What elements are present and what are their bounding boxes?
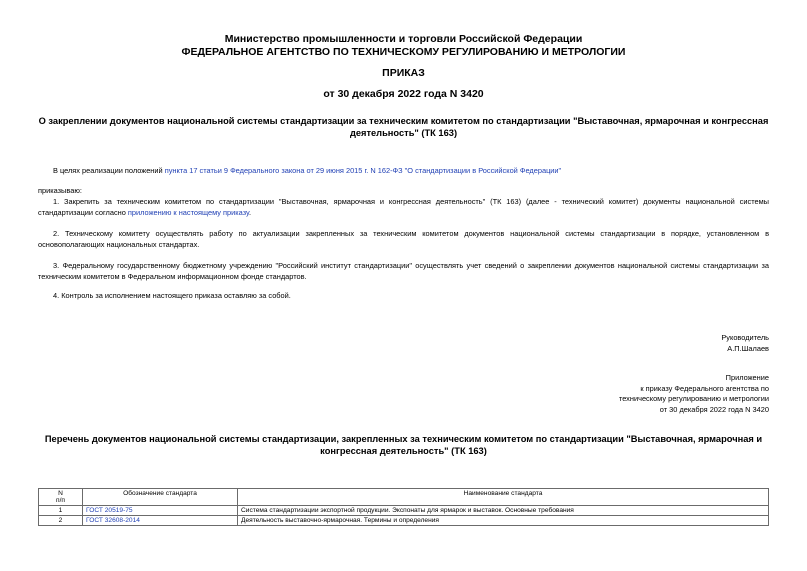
col-header-name: Наименование стандарта: [238, 489, 769, 506]
ministry-heading: Министерство промышленности и торговли Российской Федерации: [224, 33, 583, 45]
item-1-end: .: [248, 207, 252, 217]
agency-heading: ФЕДЕРАЛЬНОЕ АГЕНТСТВО ПО ТЕХНИЧЕСКОМУ РЕГУЛИРОВАНИЮ И МЕТРОЛОГИИ: [181, 46, 626, 58]
col-header-number-line1: N: [58, 490, 63, 497]
table-header-row: [39, 489, 769, 506]
doc-title-line2: деятельность" (ТК 163): [349, 128, 458, 138]
col-header-number-line2: п/п: [56, 497, 65, 504]
row-number: 1: [39, 506, 83, 516]
order-word: приказываю:: [38, 186, 82, 195]
row-name: Деятельность выставочно-ярмарочная. Термины и определения: [238, 516, 769, 526]
row-number: 2: [39, 516, 83, 526]
preamble: [53, 166, 769, 177]
federal-law-link[interactable]: пункта 17 статьи 9 Федерального закона от 29 июня 2015 г. N 162-ФЗ "О стандартизации в Российской Федерации": [164, 166, 562, 175]
table-row: [39, 516, 769, 526]
row-designation: [83, 506, 238, 516]
appendix-ref-line2: к приказу Федерального агентства по: [640, 383, 769, 393]
doc-date-number: от 30 декабря 2022 года N 3420: [323, 88, 484, 100]
col-header-number: [39, 489, 83, 506]
signature-block: [721, 333, 769, 354]
appendix-ref-line1: Приложение: [725, 373, 769, 382]
item-4: 4. Контроль за исполнением настоящего приказа оставляю за собой.: [53, 291, 291, 300]
appendix-reference: [619, 373, 769, 415]
table-row: [39, 506, 769, 516]
col-header-designation: Обозначение стандарта: [83, 489, 238, 506]
appendix-link[interactable]: приложению к настоящему приказу: [127, 207, 249, 217]
item-1: [38, 197, 769, 218]
signature-role: Руководитель: [721, 333, 769, 342]
standards-table: [38, 488, 769, 526]
preamble-prefix: В целях реализации положений: [53, 166, 165, 175]
standard-link[interactable]: ГОСТ 20519-75: [86, 507, 133, 514]
row-name: Система стандартизации экспортной продукции. Экспонаты для ярмарок и выставок. Основные требования: [238, 506, 769, 516]
list-title-line2: конгрессная деятельность" (ТК 163): [320, 446, 487, 456]
item-1-text: 1. Закрепить за техническим комитетом по стандартизации "Выставочная, ярмарочная и конгрессная деятельность" (ТК 163) (далее - технический комитет) документы национальной системы стандартизации согласно: [38, 197, 769, 217]
signature-name: А.П.Шалаев: [727, 343, 769, 353]
doc-type: ПРИКАЗ: [382, 67, 425, 79]
doc-title-line1: О закреплении документов национальной системы стандартизации за техническим комитетом по стандартизации "Выставочная, ярмарочная и конгрессная: [38, 116, 769, 126]
standard-link[interactable]: ГОСТ 32608-2014: [86, 517, 140, 524]
item-3: 3. Федеральному государственному бюджетному учреждению "Российский институт стандартизации" осуществлять учет сведений о закреплении документов национальной системы стандартизации за техническим комитетом в Федеральном информационном фонде стандартов.: [38, 261, 769, 281]
appendix-ref-line3: техническому регулированию и метрологии: [618, 394, 769, 404]
row-designation: [83, 516, 238, 526]
appendix-ref-line4: от 30 декабря 2022 года N 3420: [659, 404, 769, 414]
item-2: 2. Техническому комитету осуществлять работу по актуализации закрепленных за техническим комитетом документов национальной системы стандартизации в порядке, установленном в основополагающих национальных стандартах.: [38, 229, 769, 249]
list-title-line1: Перечень документов национальной системы стандартизации, закрепленных за техническим комитетом по стандартизации "Выставочная, ярмарочная и: [44, 434, 763, 444]
